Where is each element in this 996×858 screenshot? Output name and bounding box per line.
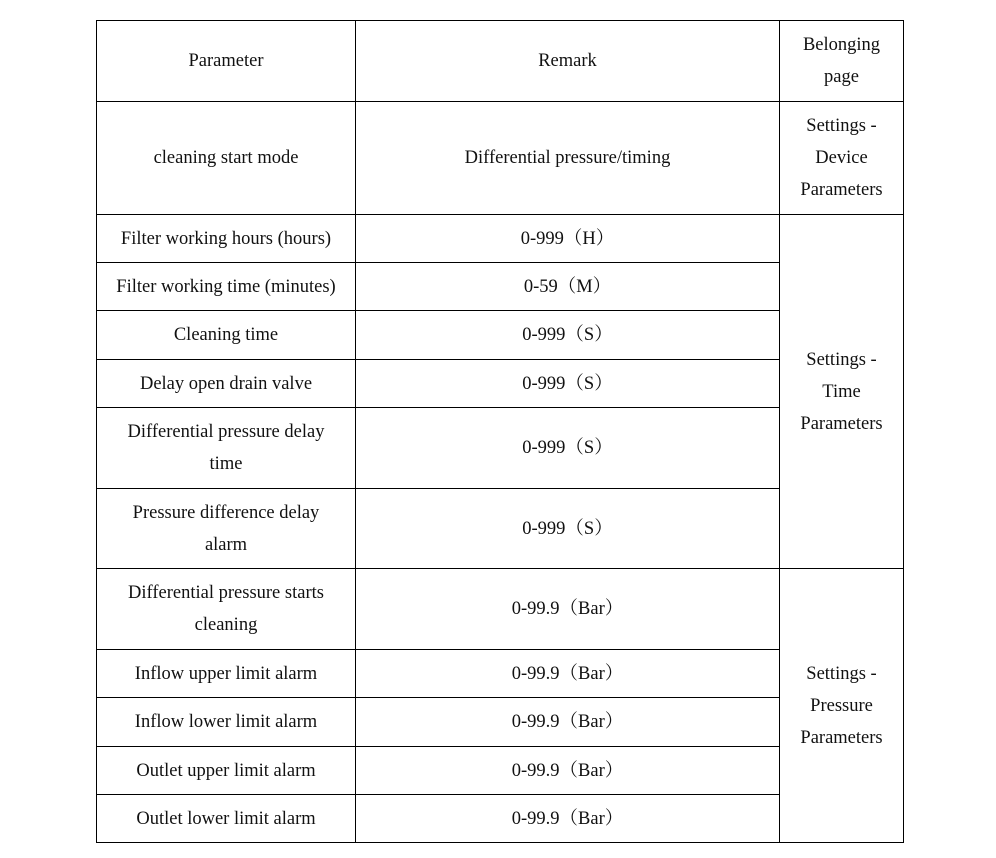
parameter-label: Outlet lower limit alarm xyxy=(136,808,316,829)
header-parameter-label: Parameter xyxy=(188,51,264,71)
parameter-cell xyxy=(97,215,356,263)
remark-value: 0-999（S） xyxy=(522,373,613,394)
remark-cell xyxy=(356,102,780,215)
parameter-cell xyxy=(97,360,356,408)
parameter-label: Inflow lower limit alarm xyxy=(134,712,318,732)
page-pressure-line3: Parameters xyxy=(800,727,883,748)
parameter-label-line1: Differential pressure delay xyxy=(127,422,325,442)
parameter-label-line2: alarm xyxy=(204,534,248,555)
page-time-line3: Parameters xyxy=(800,413,883,434)
remark-cell xyxy=(356,569,780,650)
parameter-cell xyxy=(97,569,356,650)
remark-value: 0-999（H） xyxy=(520,228,615,249)
parameter-cell xyxy=(97,408,356,489)
page-time-line2: Time xyxy=(822,381,861,402)
page-cell-time xyxy=(780,215,904,569)
parameter-label-line1: Differential pressure starts xyxy=(128,583,324,603)
remark-value: 0-99.9（Bar） xyxy=(511,712,624,732)
page-device-line3: Parameters xyxy=(800,180,883,200)
header-belonging-page-line1: Belonging xyxy=(802,35,881,55)
parameter-cell xyxy=(97,795,356,843)
parameter-label: cleaning start mode xyxy=(153,148,299,168)
parameter-cell xyxy=(97,650,356,698)
parameter-cell xyxy=(97,747,356,795)
parameter-label: Inflow upper limit alarm xyxy=(134,663,318,684)
parameter-table xyxy=(96,20,904,843)
parameter-label-line2: cleaning xyxy=(194,615,258,635)
table-row xyxy=(97,569,904,650)
page-device-line1: Settings - xyxy=(806,116,877,136)
page-cell-pressure xyxy=(780,569,904,843)
parameter-cell xyxy=(97,311,356,360)
header-remark xyxy=(356,21,780,102)
parameter-label: Cleaning time xyxy=(173,325,279,345)
parameter-cell xyxy=(97,698,356,747)
table-row xyxy=(97,102,904,215)
remark-value: 0-59（M） xyxy=(523,276,612,297)
remark-value: 0-99.9（Bar） xyxy=(511,663,624,684)
page-cell-device xyxy=(780,102,904,215)
remark-value: 0-99.9（Bar） xyxy=(511,599,624,619)
remark-value: 0-999（S） xyxy=(522,325,613,345)
parameter-label-line1: Pressure difference delay xyxy=(132,502,320,523)
remark-cell xyxy=(356,489,780,569)
parameter-label: Filter working time (minutes) xyxy=(116,276,336,297)
header-parameter xyxy=(97,21,356,102)
parameter-cell xyxy=(97,489,356,569)
page-time-line1: Settings - xyxy=(806,349,877,370)
page-device-line2: Device xyxy=(815,148,868,168)
header-belonging-page xyxy=(780,21,904,102)
table-row xyxy=(97,215,904,263)
remark-cell xyxy=(356,747,780,795)
remark-value: 0-99.9（Bar） xyxy=(511,808,624,829)
header-row xyxy=(97,21,904,102)
page-pressure-line2: Pressure xyxy=(810,695,873,716)
header-belonging-page-line2: page xyxy=(824,67,859,87)
remark-cell xyxy=(356,215,780,263)
parameter-label: Delay open drain valve xyxy=(139,373,313,394)
remark-cell xyxy=(356,650,780,698)
parameter-label: Outlet upper limit alarm xyxy=(136,760,316,781)
remark-value: 0-999（S） xyxy=(522,518,613,539)
parameter-label: Filter working hours (hours) xyxy=(120,228,332,249)
remark-value: Differential pressure/timing xyxy=(464,148,671,168)
parameter-cell xyxy=(97,263,356,311)
parameter-cell xyxy=(97,102,356,215)
parameter-label-line2: time xyxy=(209,454,243,474)
header-remark-label: Remark xyxy=(538,51,597,71)
remark-cell xyxy=(356,311,780,360)
page-pressure-line1: Settings - xyxy=(806,663,877,684)
remark-value: 0-999（S） xyxy=(522,438,613,458)
remark-cell xyxy=(356,698,780,747)
remark-cell xyxy=(356,408,780,489)
remark-cell xyxy=(356,263,780,311)
remark-cell xyxy=(356,795,780,843)
remark-cell xyxy=(356,360,780,408)
remark-value: 0-99.9（Bar） xyxy=(511,760,624,781)
